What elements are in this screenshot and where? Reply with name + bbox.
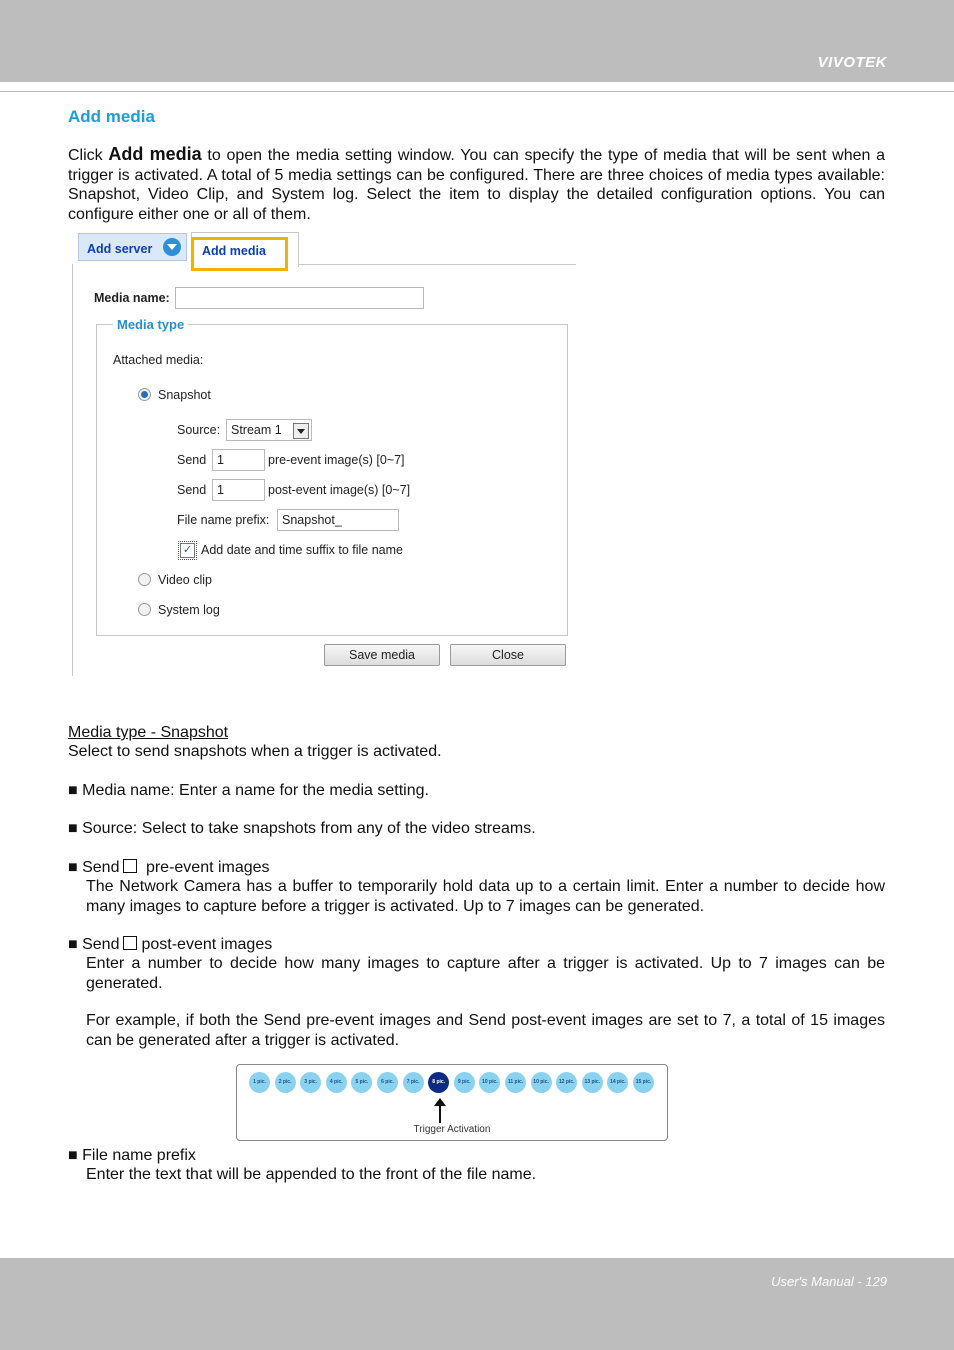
snapshot-subheading: Media type - Snapshot (68, 724, 229, 741)
section-title: Add media (68, 107, 155, 126)
media-type-fieldset (96, 317, 568, 636)
intro-paragraph (68, 145, 885, 224)
timeline-pic-7: 7 pic. (403, 1072, 424, 1093)
timeline-pic-12: 10 pic. (531, 1072, 552, 1093)
tab-add-media-label: Add media (202, 244, 266, 258)
radio-snapshot[interactable] (138, 388, 151, 401)
timeline-pic-8: 8 pic. (428, 1072, 449, 1093)
file-prefix-label: File name prefix: (177, 513, 270, 527)
pre-event-description: The Network Camera has a buffer to temporarily hold data up to a certain limit. Enter a number to decide how many images to capture before a trigger is activated. Up to 7 images can be generated. (86, 878, 885, 915)
radio-system-log-label: System log (158, 603, 220, 617)
source-select[interactable] (226, 419, 312, 441)
file-prefix-item: ■ File name prefix (68, 1147, 196, 1164)
intro-bold: Add media (108, 144, 202, 164)
attached-media-label: Attached media: (113, 353, 204, 367)
tab-add-server[interactable] (78, 233, 187, 261)
pre-event-item (68, 858, 885, 878)
intro-text-start: Click (68, 147, 109, 164)
post-event-suffix: post-event image(s) [0~7] (268, 483, 411, 497)
page-header (0, 0, 954, 82)
tab-add-server-label: Add server (87, 242, 153, 256)
header-rule (0, 91, 954, 92)
timeline-pic-6: 6 pic. (377, 1072, 398, 1093)
trigger-timeline (236, 1064, 668, 1141)
tab-underline (299, 264, 576, 265)
pre-event-suffix: pre-event image(s) [0~7] (268, 453, 405, 467)
trigger-activation-label: Trigger Activation (413, 1124, 491, 1135)
brand-logo: VIVOTEK (817, 54, 887, 71)
timeline-pic-15: 14 pic. (607, 1072, 628, 1093)
source-item: ■ Source: Select to take snapshots from any of the video streams. (68, 820, 536, 837)
timeline-pic-13: 12 pic. (556, 1072, 577, 1093)
arrow-shaft (439, 1105, 441, 1123)
input-box-icon (123, 936, 137, 950)
timeline-pic-16: 15 pic. (633, 1072, 654, 1093)
media-name-input[interactable] (175, 287, 424, 309)
send-post-label: Send (177, 483, 207, 497)
timeline-pic-9: 9 pic. (454, 1072, 475, 1093)
timeline-pic-5: 5 pic. (351, 1072, 372, 1093)
timeline-pic-11: 11 pic. (505, 1072, 526, 1093)
page-footer (0, 1258, 954, 1350)
source-label: Source: (177, 423, 221, 437)
intro-text-rest: to open the media setting window. You can specify the type of media that will be sent when a trigger is activated. A total of 5 media settings can be configured. There are three choices of media types available: Snapshot, Video Clip, and System log. Select the item to display the detailed configuration options. You can configure either one or all of them. (68, 147, 886, 223)
checkmark-icon: ✓ (182, 544, 193, 556)
timeline-pic-1: 1 pic. (249, 1072, 270, 1093)
post-event-description: Enter a number to decide how many images to capture after a trigger is activated. Up to 7 images can be generated. (86, 955, 885, 992)
chevron-down-icon[interactable] (163, 238, 181, 256)
snapshot-description: Select to send snapshots when a trigger is activated. (68, 743, 442, 760)
page-number: User's Manual - 129 (771, 1274, 887, 1289)
post-event-item-tail: post-event images (141, 936, 273, 953)
suffix-checkbox[interactable] (180, 543, 195, 558)
radio-video-clip-label: Video clip (158, 573, 212, 587)
file-prefix-input[interactable]: Snapshot_ (277, 509, 399, 531)
timeline-pic-2: 2 pic. (275, 1072, 296, 1093)
pre-event-item-tail: pre-event images (145, 859, 270, 876)
radio-system-log[interactable] (138, 603, 151, 616)
post-event-input[interactable]: 1 (212, 479, 265, 501)
timeline-pic-14: 13 pic. (582, 1072, 603, 1093)
save-media-button[interactable]: Save media (324, 644, 440, 666)
timeline-pic-3: 3 pic. (300, 1072, 321, 1093)
pre-event-input[interactable]: 1 (212, 449, 265, 471)
example-description: For example, if both the Send pre-event images and Send post-event images are set to 7, a total of 15 images can be generated after a trigger is activated. (86, 1012, 885, 1049)
pre-event-item-lead: ■ Send (68, 859, 120, 876)
close-button[interactable]: Close (450, 644, 566, 666)
radio-video-clip[interactable] (138, 573, 151, 586)
timeline-pic-4: 4 pic. (326, 1072, 347, 1093)
dropdown-arrow-icon[interactable] (293, 423, 309, 439)
post-event-item (68, 935, 885, 955)
media-type-legend: Media type (113, 317, 188, 332)
panel-left-border (72, 264, 73, 676)
media-name-item: ■ Media name: Enter a name for the media setting. (68, 782, 429, 799)
timeline-pic-10: 10 pic. (479, 1072, 500, 1093)
media-name-label: Media name: (94, 291, 170, 305)
send-pre-label: Send (177, 453, 207, 467)
post-event-item-lead: ■ Send (68, 936, 120, 953)
radio-snapshot-label: Snapshot (158, 388, 211, 402)
file-prefix-description: Enter the text that will be appended to the front of the file name. (86, 1166, 537, 1183)
source-select-value: Stream 1 (231, 423, 282, 437)
tab-highlight-box (191, 237, 288, 271)
input-box-icon (123, 859, 137, 873)
suffix-checkbox-label: Add date and time suffix to file name (201, 543, 403, 557)
add-media-screenshot (70, 228, 578, 678)
